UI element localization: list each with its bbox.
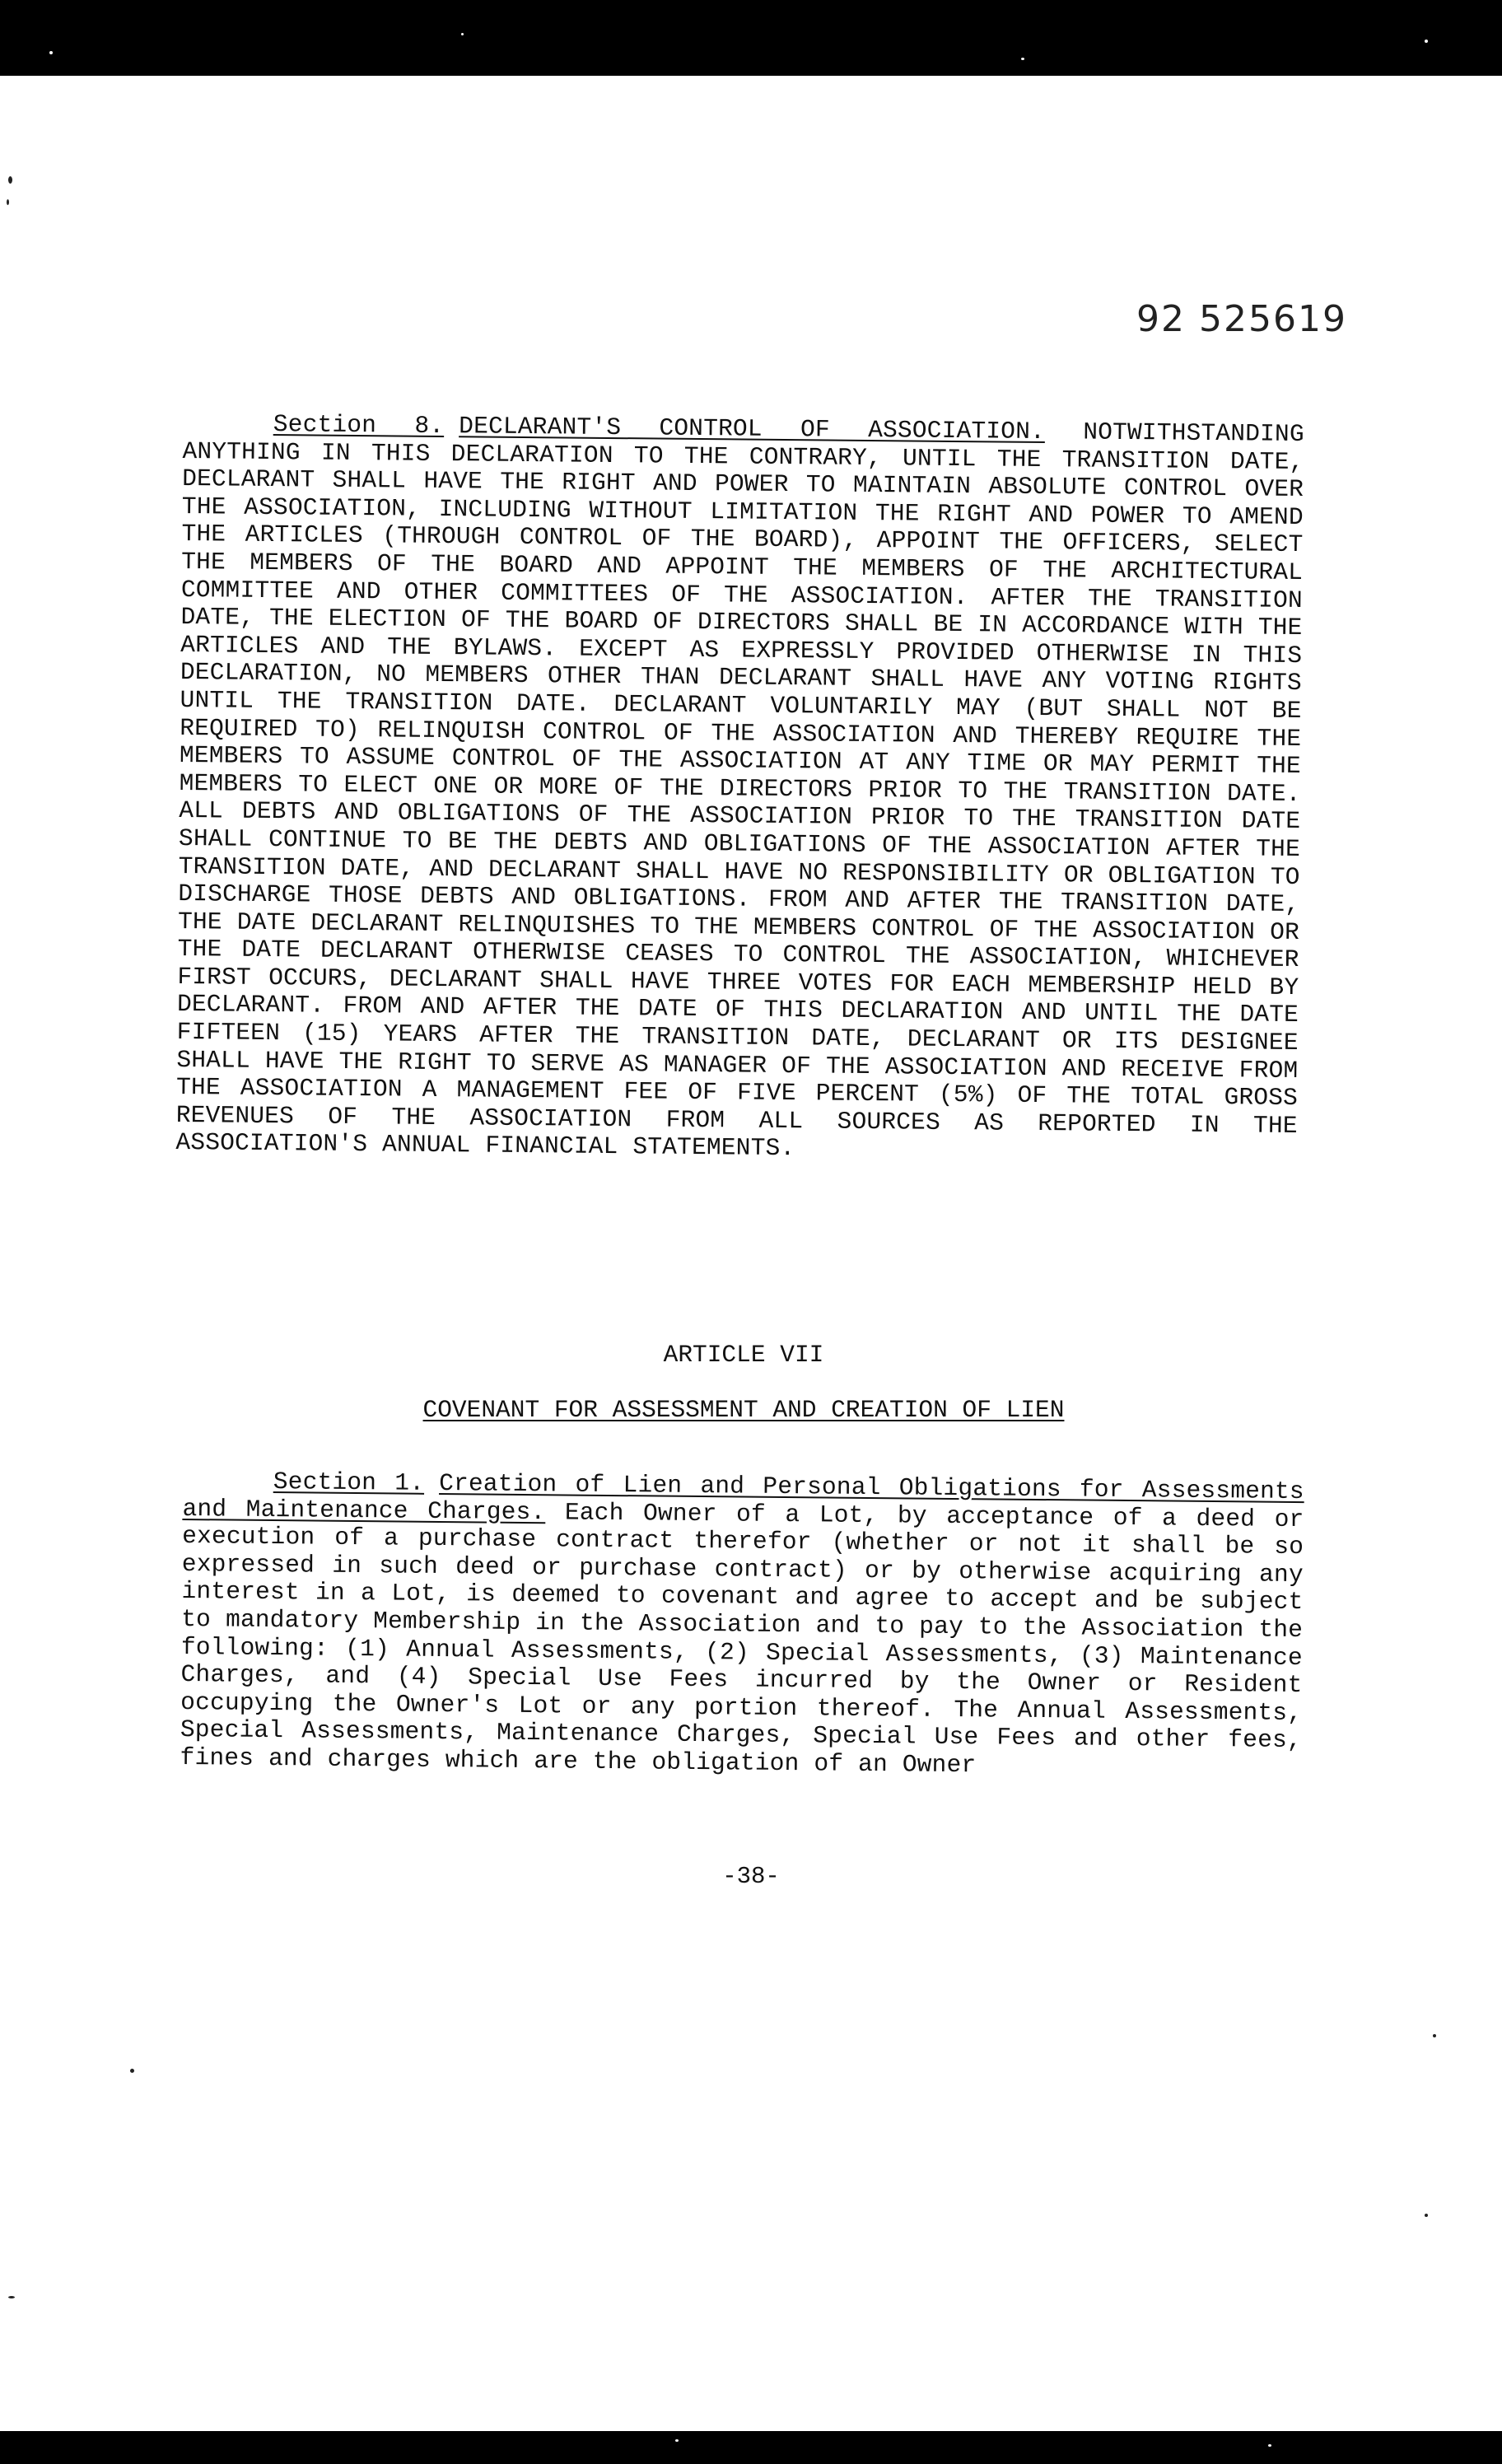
scan-speck: [1021, 58, 1024, 60]
scan-speck: [130, 2069, 134, 2073]
scan-speck: [675, 2439, 679, 2442]
scan-speck: [461, 33, 464, 35]
scan-speck: [1268, 2444, 1271, 2447]
section-1-title: Creation of Lien and Personal Obligations for Assessments and Maintenance Charges.: [182, 1468, 1304, 1526]
section-1-body: Each Owner of a Lot, by acceptance of a deed or execution of a purchase contract therefor (whether or not it shall be so expressed in such deed or purchase contract) or by otherwise acquiring any interest in a Lot, is deemed to covenant and agree to accept and be subject to mandatory Membership in the Association and to pay to the Association the following: (1) Annual Assessments, (2) Special Assessments, (3) Maintenance Charges, and (4) Special Use Fees incurred by the Owner or Resident occupying the Owner's Lot or any portion thereof. The Annual Assessments, Special Assessments, Maintenance Charges, Special Use Fees and other fees, fines and charges which are the obligation of an Owner: [180, 1498, 1304, 1780]
article-number: ARTICLE VII: [663, 1341, 824, 1369]
scan-speck: [8, 2296, 15, 2298]
scan-speck: [1425, 2214, 1428, 2217]
section-1-paragraph: [180, 1468, 1304, 1783]
scan-speck: [8, 176, 12, 184]
document-page: [0, 76, 1502, 2431]
scan-speck: [7, 199, 9, 205]
section-8-paragraph: [175, 410, 1304, 1168]
section-8-label: Section 8.: [273, 410, 445, 441]
section-1-label: Section 1.: [273, 1468, 425, 1497]
article-title-text: COVENANT FOR ASSESSMENT AND CREATION OF LIEN: [422, 1396, 1065, 1424]
scan-speck: [1425, 40, 1428, 43]
scan-speck: [1433, 2034, 1436, 2037]
section-8-body: NOTWITHSTANDING ANYTHING IN THIS DECLARATION TO THE CONTRARY, UNTIL THE TRANSITION DATE, DECLARANT SHALL HAVE THE RIGHT AND POWER TO MAINTAIN ABSOLUTE CONTROL OVER THE ASSOCIATION, INCLUDING WITHOUT LIMITATION THE RIGHT AND POWER TO AMEND THE ARTICLES (THROUGH CONTROL OF THE BOARD), APPOINT THE OFFICERS, SELECT THE MEMBERS OF THE BOARD AND APPOINT THE MEMBERS OF THE ARCHITECTURAL COMMITTEE AND OTHER COMMITTEES OF THE ASSOCIATION. AFTER THE TRANSITION DATE, THE ELECTION OF THE BOARD OF DIRECTORS SHALL BE IN ACCORDANCE WITH THE ARTICLES AND THE BYLAWS. EXCEPT AS EXPRESSLY PROVIDED OTHERWISE IN THIS DECLARATION, NO MEMBERS OTHER THAN DECLARANT SHALL HAVE ANY VOTING RIGHTS UNTIL THE TRANSITION DATE. DECLARANT VOLUNTARILY MAY (BUT SHALL NOT BE REQUIRED TO) RELINQUISH CONTROL OF THE ASSOCIATION AND THEREBY REQUIRE THE MEMBERS TO ASSUME CONTROL OF THE ASSOCIATION AT ANY TIME OR MAY PERMIT THE MEMBERS TO ELECT ONE OR MORE OF THE DIRECTORS PRIOR TO THE TRANSITION DATE. ALL DEBTS AND OBLIGATIONS OF THE ASSOCIATION PRIOR TO THE TRANSITION DATE SHALL CONTINUE TO BE THE DEBTS AND OBLIGATIONS OF THE ASSOCIATION AFTER THE TRANSITION DATE, AND DECLARANT SHALL HAVE NO RESPONSIBILITY OR OBLIGATION TO DISCHARGE THOSE DEBTS AND OBLIGATIONS. FROM AND AFTER THE TRANSITION DATE, THE DATE DECLARANT RELINQUISHES TO THE MEMBERS CONTROL OF THE ASSOCIATION OR THE DATE DECLARANT OTHERWISE CEASES TO CONTROL THE ASSOCIATION, WHICHEVER FIRST OCCURS, DECLARANT SHALL HAVE THREE VOTES FOR EACH MEMBERSHIP HELD BY DECLARANT. FROM AND AFTER THE DATE OF THIS DECLARATION AND UNTIL THE DATE FIFTEEN (15) YEARS AFTER THE TRANSITION DATE, DECLARANT OR ITS DESIGNEE SHALL HAVE THE RIGHT TO SERVE AS MANAGER OF THE ASSOCIATION AND RECEIVE FROM THE ASSOCIATION A MANAGEMENT FEE OF FIVE PERCENT (5%) OF THE TOTAL GROSS REVENUES OF THE ASSOCIATION FROM ALL SOURCES AS REPORTED IN THE ASSOCIATION'S ANNUAL FINANCIAL STATEMENTS.: [175, 418, 1304, 1163]
scan-speck: [49, 51, 53, 54]
section-8-block: [175, 410, 1304, 1168]
recording-number: 92 525619: [1136, 298, 1347, 340]
section-1-block: [180, 1468, 1304, 1783]
article-title: [183, 1396, 1304, 1424]
section-8-title: DECLARANT'S CONTROL OF ASSOCIATION.: [459, 412, 1046, 446]
page-number: -38-: [722, 1863, 780, 1890]
